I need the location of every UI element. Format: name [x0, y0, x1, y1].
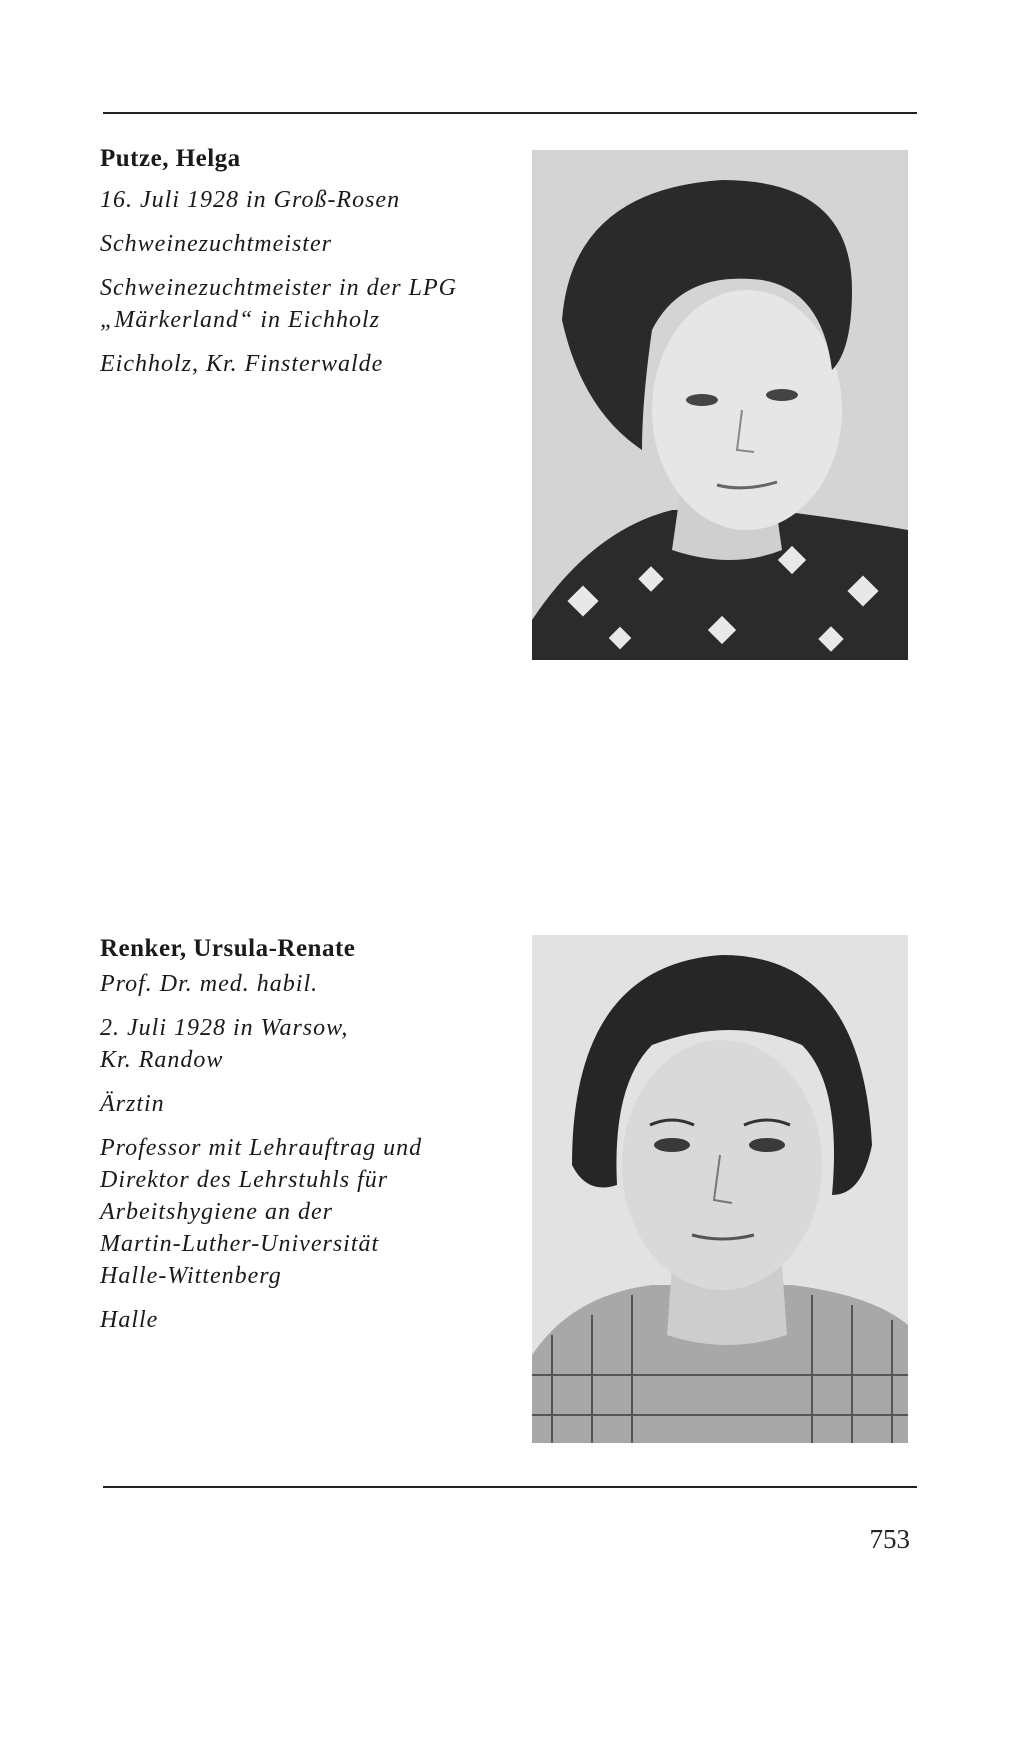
- entry-putze: [100, 144, 520, 380]
- position-line-4: Martin-Luther-Universität: [100, 1231, 380, 1257]
- portrait-photo-renker: [532, 935, 908, 1443]
- academic-title: Prof. Dr. med. habil.: [100, 971, 319, 997]
- profession-line: Schweinezuchtmeister: [100, 231, 332, 257]
- position-line-1: Professor mit Lehrauftrag und: [100, 1135, 423, 1161]
- birth-line-1: 2. Juli 1928 in Warsow,: [100, 1015, 349, 1041]
- entry-name: Putze, Helga: [100, 145, 241, 172]
- birth-line: 16. Juli 1928 in Groß-Rosen: [100, 187, 401, 213]
- entry-name: Renker, Ursula-Renate: [100, 935, 356, 962]
- top-rule: [103, 112, 917, 114]
- position-line-2: Direktor des Lehrstuhls für: [100, 1167, 389, 1193]
- profession-line: Ärztin: [100, 1091, 165, 1117]
- position-line-5: Halle-Wittenberg: [100, 1263, 282, 1289]
- position-line-3: Arbeitshygiene an der: [100, 1199, 333, 1225]
- residence-line: Halle: [100, 1307, 159, 1333]
- residence-line: Eichholz, Kr. Finsterwalde: [100, 351, 384, 377]
- position-line-1: Schweinezuchtmeister in der LPG: [100, 275, 457, 301]
- position-line-2: „Märkerland“ in Eichholz: [100, 307, 380, 333]
- portrait-photo-putze: [532, 150, 908, 660]
- entry-renker: [100, 934, 520, 1336]
- page-number: 753: [869, 1524, 910, 1554]
- birth-line-2: Kr. Randow: [100, 1047, 224, 1073]
- bottom-rule: [103, 1486, 917, 1488]
